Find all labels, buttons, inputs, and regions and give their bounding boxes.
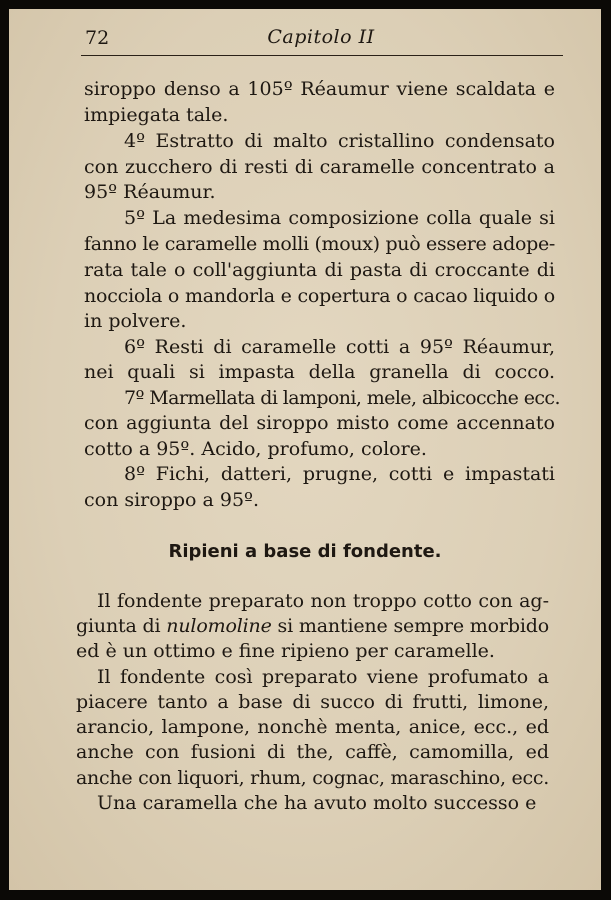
text-line: con zucchero di resti di caramelle concentrato a	[84, 156, 555, 178]
text-line: con siroppo a 95º.	[84, 489, 260, 511]
text-line: piacere tanto a base di succo di frutti, limone,	[76, 691, 549, 713]
text-line: nei quali si impasta della granella di cocco.	[84, 361, 555, 383]
page-header	[79, 23, 563, 53]
text-line: 4º Estratto di malto cristallino condensato	[124, 130, 555, 152]
book-page	[9, 9, 601, 890]
text-line: anche con liquori, rhum, cognac, maraschino, ecc.	[76, 767, 549, 789]
text-line: fanno le caramelle molli (moux) può essere adope-	[84, 233, 555, 255]
text-fragment: si mantiene sempre morbido	[271, 615, 549, 637]
text-line: Una caramella che ha avuto molto successo e	[97, 792, 537, 814]
text-line: siroppo denso a 105º Réaumur viene scaldata e	[84, 78, 555, 100]
text-line: 5º La medesima composizione colla quale si	[124, 207, 555, 229]
text-line	[76, 614, 549, 638]
text-line: rata tale o coll'aggiunta di pasta di croccante di	[84, 259, 555, 281]
text-line: ed è un ottimo e fine ripieno per caramelle.	[76, 640, 495, 662]
running-title: Capitolo II	[267, 26, 375, 48]
text-line: 8º Fichi, datteri, prugne, cotti e impastati	[124, 463, 555, 485]
text-line: 95º Réaumur.	[84, 181, 216, 203]
text-line: 7º Marmellata di lamponi, mele, albicocche ecc.	[124, 387, 560, 409]
text-line: anche con fusioni di the, caffè, camomilla, ed	[76, 741, 549, 763]
italic-term: nulomoline	[166, 615, 272, 637]
text-line: con aggiunta del siroppo misto come accennato	[84, 412, 555, 434]
section-heading: Ripieni a base di fondente.	[168, 541, 442, 562]
text-line: Il fondente preparato non troppo cotto con ag-	[97, 590, 549, 612]
header-rule	[81, 55, 563, 56]
text-line: impiegata tale.	[84, 104, 229, 126]
text-line: arancio, lampone, nonchè menta, anice, ecc., ed	[76, 716, 549, 738]
text-line: nocciola o mandorla e copertura o cacao liquido o	[84, 285, 555, 307]
text-fragment: giunta di	[76, 615, 167, 637]
text-line: cotto a 95º. Acido, profumo, colore.	[84, 438, 427, 460]
text-line: Il fondente così preparato viene profumato a	[97, 666, 549, 688]
page-number: 72	[85, 27, 110, 49]
text-line: 6º Resti di caramelle cotti a 95º Réaumur,	[124, 336, 555, 358]
text-line: in polvere.	[84, 310, 187, 332]
